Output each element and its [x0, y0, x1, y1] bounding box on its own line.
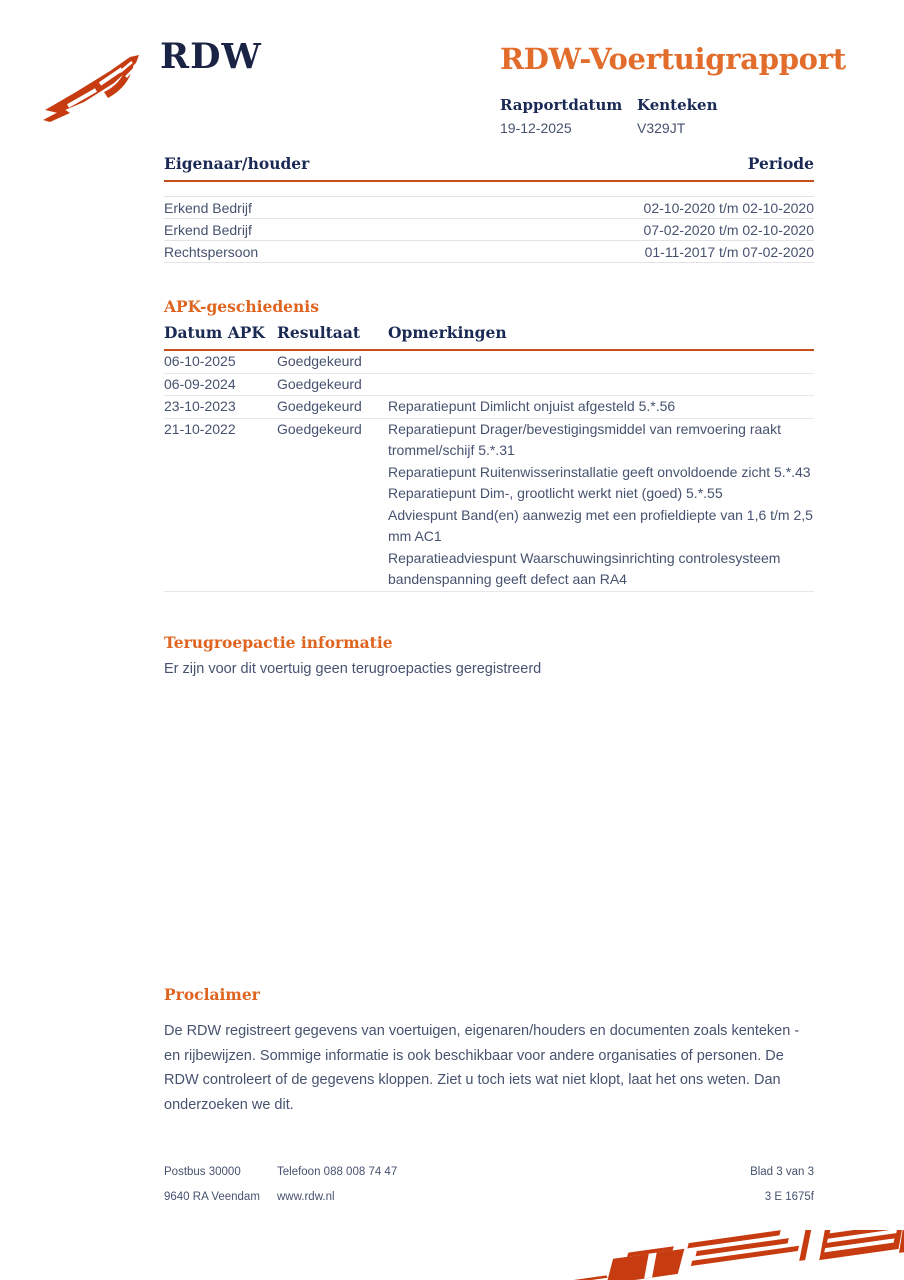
apk-result: Goedgekeurd: [277, 398, 362, 414]
owner-column-header: Eigenaar/houder: [164, 154, 310, 173]
footer-row-1: [164, 1166, 814, 1178]
apk-section-heading: APK-geschiedenis: [164, 297, 319, 316]
report-date-value: 19-12-2025: [500, 120, 572, 136]
license-plate-block: [637, 96, 717, 136]
apk-result: Goedgekeurd: [277, 420, 362, 437]
apk-remarks-cell: [388, 374, 814, 396]
owner-table-body: [164, 196, 814, 263]
report-date-block: [500, 96, 637, 136]
owner-table-header: [164, 154, 814, 182]
apk-remarks-cell: [388, 396, 814, 418]
owner-name: Erkend Bedrijf: [164, 200, 252, 216]
license-plate-label: Kenteken: [637, 96, 718, 114]
owner-table-row: [164, 196, 814, 218]
recall-section: [164, 633, 814, 677]
footer-row-2: [164, 1191, 814, 1203]
apk-table-row: [164, 419, 814, 592]
apk-remark: Reparatieadviespunt Waarschuwingsinrichting controlesysteem bandenspanning geeft defect aan RA4: [388, 549, 781, 587]
apk-table-row: [164, 374, 814, 397]
apk-remarks-cell: [388, 351, 814, 373]
owner-period: 02-10-2020 t/m 02-10-2020: [643, 200, 814, 216]
apk-remarks-column-header: Opmerkingen: [388, 323, 507, 342]
owner-holder-section: [164, 154, 814, 263]
apk-result: Goedgekeurd: [277, 375, 362, 392]
apk-remarks-cell: [388, 419, 814, 591]
owner-period: 01-11-2017 t/m 07-02-2020: [644, 244, 814, 260]
owner-name: Erkend Bedrijf: [164, 222, 252, 238]
license-plate-value: V329JT: [637, 120, 686, 136]
apk-date-column-header: Datum APK: [164, 323, 265, 342]
speed-stripes-icon: [506, 1230, 904, 1280]
report-meta: [500, 96, 717, 136]
proclaimer-section: [164, 985, 819, 1117]
recall-text: Er zijn voor dit voertuig geen terugroepacties geregistreerd: [164, 661, 542, 677]
proclaimer-heading: Proclaimer: [164, 985, 260, 1004]
footer-page-indicator: Blad 3 van 3: [750, 1166, 814, 1178]
apk-remark: Reparatiepunt Drager/bevestigingsmiddel van remvoering raakt trommel/schijf 5.*.31: [388, 420, 781, 458]
apk-result: Goedgekeurd: [277, 353, 362, 369]
period-column-header: Periode: [747, 154, 814, 173]
apk-table-header: [164, 323, 814, 351]
apk-date: 06-09-2024: [164, 375, 236, 392]
apk-remark: Reparatiepunt Dimlicht onjuist afgesteld 5.*.56: [388, 398, 676, 414]
page-footer: [164, 1166, 814, 1203]
footer-postbus: Postbus 30000: [164, 1166, 241, 1178]
footer-website: www.rdw.nl: [277, 1191, 335, 1203]
footer-phone: Telefoon 088 008 74 47: [277, 1166, 398, 1178]
footer-city: 9640 RA Veendam: [164, 1191, 260, 1203]
apk-result-column-header: Resultaat: [277, 323, 361, 342]
footer-doc-code: 3 E 1675f: [764, 1191, 814, 1203]
page-title: RDW-Voertuigrapport: [500, 42, 846, 76]
owner-name: Rechtspersoon: [164, 244, 259, 260]
apk-table-row: [164, 351, 814, 374]
apk-date: 23-10-2023: [164, 398, 236, 414]
owner-period: 07-02-2020 t/m 02-10-2020: [643, 222, 814, 238]
proclaimer-text: De RDW registreert gegevens van voertuigen, eigenaren/houders en documenten zoals kenteken - en rijbewijzen. Sommige informatie is ook beschikbaar voor andere organisaties of personen. De RDW controleert of de gegevens kloppen. Ziet u toch iets wat niet klopt, laat het ons weten. Dan onderzoeken we dit.: [164, 1023, 800, 1113]
apk-remark: Adviespunt Band(en) aanwezig met een profieldiepte van 1,6 t/m 2,5 mm AC1: [388, 506, 813, 544]
recall-section-heading: Terugroepactie informatie: [164, 633, 393, 652]
rdw-feather-icon: [42, 50, 142, 124]
apk-remark: Reparatiepunt Dim-, grootlicht werkt niet (goed) 5.*.55: [388, 485, 723, 501]
apk-history-section: [164, 297, 814, 592]
rdw-wordmark: RDW: [160, 36, 262, 77]
apk-date: 21-10-2022: [164, 420, 236, 437]
apk-date: 06-10-2025: [164, 353, 236, 369]
apk-table-body: [164, 351, 814, 592]
owner-table-row: [164, 240, 814, 262]
owner-table-row: [164, 218, 814, 240]
report-date-label: Rapportdatum: [500, 96, 623, 114]
apk-table-row: [164, 396, 814, 419]
apk-remark: Reparatiepunt Ruitenwisserinstallatie geeft onvoldoende zicht 5.*.43: [388, 463, 811, 480]
